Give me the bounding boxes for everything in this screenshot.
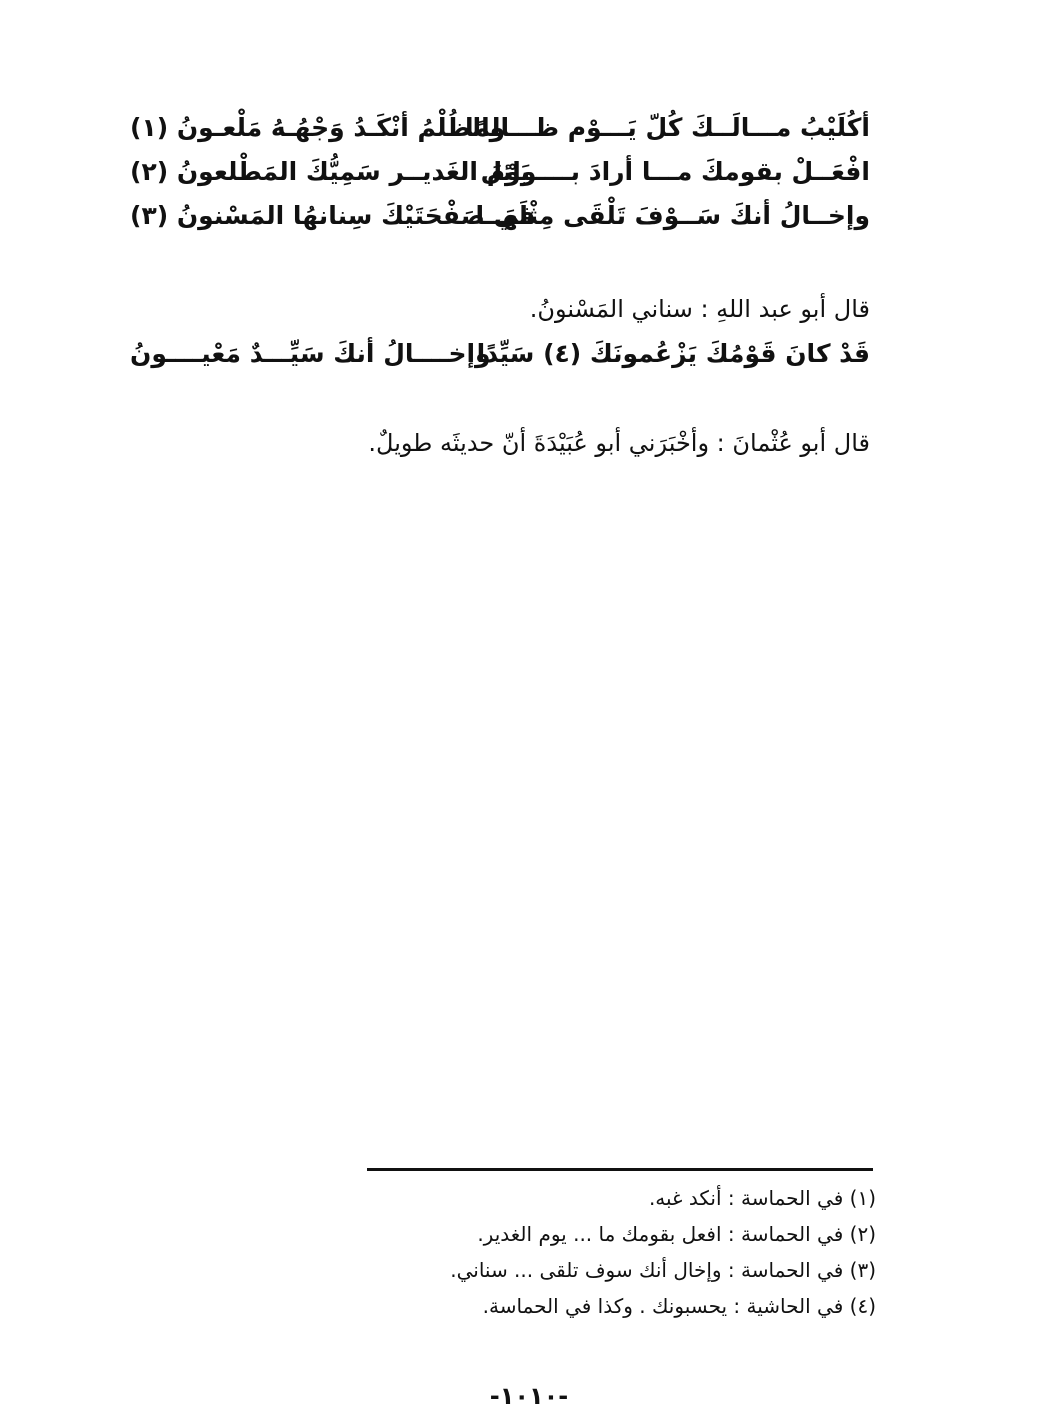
verse-first-hemistich: وإخــالُ أنكَ سَــوْفَ تَلْقَى مِثْلَهَــا xyxy=(475,201,870,230)
footnote-item: (١) في الحماسة : أنكد غبه. xyxy=(648,1186,876,1210)
footnotes xyxy=(450,1180,876,1324)
verse-line xyxy=(130,334,870,378)
verse-first-hemistich: قَدْ كانَ قَوْمُكَ يَزْعُمونَكَ (٤) سَيِّدًا xyxy=(476,339,870,368)
footnote-divider xyxy=(367,1168,873,1171)
verse-first-hemistich: أكُلَيْبُ مـــالَــكَ كُلّ يَـــوْم ظـــالِمًا xyxy=(464,113,870,142)
verse-line xyxy=(130,108,870,152)
footnote-item: (٤) في الحاشية : يحسبونك . وكذا في الحماسة. xyxy=(482,1294,876,1318)
commentary-line: قال أبو عبد اللهِ : سناني المَسْنونُ. xyxy=(529,295,870,323)
verse-line xyxy=(130,196,870,240)
poem-block-1 xyxy=(130,108,870,240)
footnote-item: (٢) في الحماسة : افعل بقومك ما ... يوم الغدير. xyxy=(477,1222,876,1246)
footnote-item: (٣) في الحماسة : وإخال أنك سوف تلقى ... سناني. xyxy=(450,1258,876,1282)
verse-first-hemistich: افْعَــلْ بقومكَ مـــا أرادَ بــــوائل xyxy=(480,157,870,186)
verse-second-hemistich: والظُلْمُ أنْكَـدُ وَجْهُـهُ مَلْعـونُ (١) xyxy=(130,113,506,142)
verse-second-hemistich: وإخــــالُ أنكَ سَيِّـــدٌ مَعْيــــونُ xyxy=(130,339,491,368)
poem-block-2 xyxy=(130,334,870,378)
commentary-line: قال أبو عُثْمانَ : وأخْبَرَني أبو عُبَيْدَةَ أنّ حديثَه طويلٌ. xyxy=(368,429,870,457)
page-number: -١٠١٠- xyxy=(489,1382,569,1410)
verse-second-hemistich: في صَفْحَتَيْكَ سِنانهُا المَسْنونُ (٣) xyxy=(130,201,536,230)
verse-second-hemistich: يَوْمَ الغَديــر سَمِيُّكَ المَطْلعونُ (٢) xyxy=(130,157,531,186)
verse-line xyxy=(130,152,870,196)
